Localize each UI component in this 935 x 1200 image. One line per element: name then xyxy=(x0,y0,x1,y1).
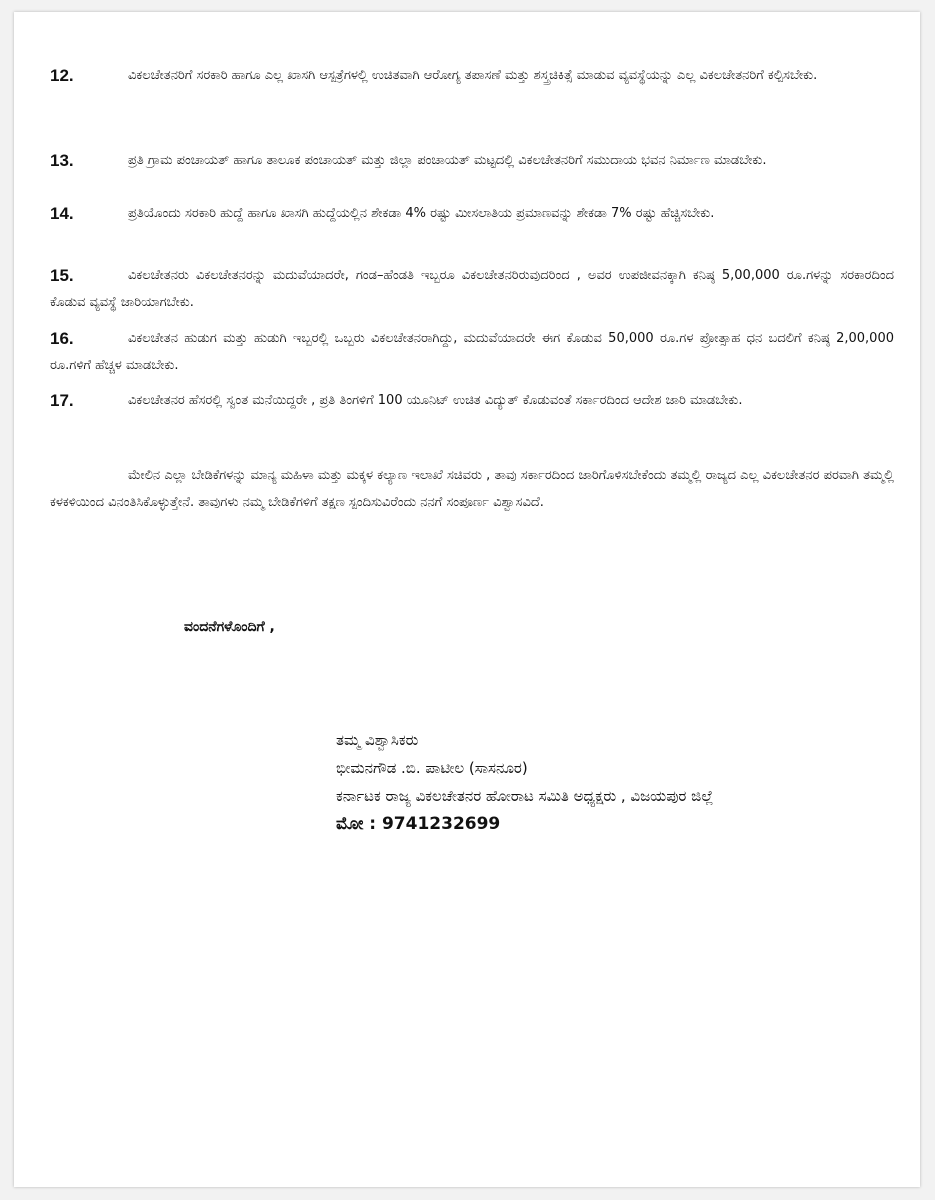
item-text: ವಿಕಲಚೇತನರಿಗೆ ಸರಕಾರಿ ಹಾಗೂ ಎಲ್ಲ ಖಾಸಗಿ ಆಸ್ಪತ್ರೆಗಳಲ್ಲಿ ಉಚಿತವಾಗಿ ಆರೋಗ್ಯ ತಪಾಸಣೆ ಮತ್ತು ಶಸ್ತ್ರಚಿಕಿತ್ಸೆ ಮಾಡುವ ವ್ಯವಸ್ಥೆಯನ್ನು ಎಲ್ಲ ವಿಕಲಚೇತನರಿಗೆ ಕಲ್ಪಿಸಬೇಕು. xyxy=(128,68,818,83)
item-text: ವಿಕಲಚೇತನ ಹುಡುಗ ಮತ್ತು ಹುಡುಗಿ ಇಬ್ಬರಲ್ಲಿ ಒಬ್ಬರು ವಿಕಲಚೇತನರಾಗಿದ್ದು, ಮದುವೆಯಾದರೇ ಈಗ ಕೊಡುವ 50,000 ರೂ.ಗಳ ಪ್ರೋತ್ಸಾಹ ಧನ ಬದಲಿಗೆ ಕನಿಷ್ಠ 2,00,000 ರೂ.ಗಳಿಗೆ ಹೆಚ್ಚಳ ಮಾಡಬೇಕು. xyxy=(50,331,894,373)
list-item xyxy=(50,147,894,174)
signature-block xyxy=(336,726,713,838)
item-text: ವಿಕಲಚೇತನರು ವಿಕಲಚೇತನರನ್ನು ಮದುವೆಯಾದರೇ, ಗಂಡ–ಹೆಂಡತಿ ಇಬ್ಬರೂ ವಿಕಲಚೇತನರಿರುವುದರಿಂದ , ಅವರ ಉಪಜೀವನಕ್ಕಾಗಿ ಕನಿಷ್ಠ 5,00,000 ರೂ.ಗಳನ್ನು ಸರಕಾರದಿಂದ ಕೊಡುವ ವ್ಯವಸ್ಥೆ ಜಾರಿಯಾಗಬೇಕು. xyxy=(50,268,894,310)
signature-salutation: ತಮ್ಮ ವಿಶ್ವಾಸಿಕರು xyxy=(336,731,419,749)
signatory-name: ಭೀಮನಗೌಡ .ಬಿ. ಪಾಟೀಲ (ಸಾಸನೂರ) xyxy=(336,759,528,777)
document-page xyxy=(14,12,920,1187)
phone-number: ಮೋ : 9741232699 xyxy=(336,814,501,834)
item-text: ವಿಕಲಚೇತನರ ಹೆಸರಲ್ಲಿ ಸ್ವಂತ ಮನೆಯಿದ್ದರೇ , ಪ್ರತಿ ತಿಂಗಳಿಗೆ 100 ಯೂನಿಟ್ ಉಚಿತ ವಿದ್ಯುತ್ ಕೊಡುವಂತೆ ಸರ್ಕಾರದಿಂದ ಆದೇಶ ಜಾರಿ ಮಾಡಬೇಕು. xyxy=(128,393,743,408)
closing-salutation: ವಂದನೆಗಳೊಂದಿಗೆ , xyxy=(184,619,275,635)
list-item xyxy=(50,262,894,316)
item-number: 12. xyxy=(50,66,74,85)
request-paragraph: ಮೇಲಿನ ಎಲ್ಲಾ ಬೇಡಿಕೆಗಳನ್ನು ಮಾನ್ಯ ಮಹಿಳಾ ಮತ್ತು ಮಕ್ಕಳ ಕಲ್ಯಾಣ ಇಲಾಖೆ ಸಚಿವರು , ತಾವು ಸರ್ಕಾರದಿಂದ ಜಾರಿಗೊಳಿಸಬೇಕೆಂದು ತಮ್ಮಲ್ಲಿ ರಾಜ್ಯದ ಎಲ್ಲ ವಿಕಲಚೇತನರ ಪರವಾಗಿ ತಮ್ಮಲ್ಲಿ ಕಳಕಳಿಯಿಂದ ವಿನಂತಿಸಿಕೊಳ್ಳುತ್ತೇನೆ. ತಾವುಗಳು ನಮ್ಮ ಬೇಡಿಕೆಗಳಿಗೆ ತಕ್ಷಣ ಸ್ಪಂದಿಸುವಿರೆಂದು ನನಗೆ ಸಂಪೂರ್ಣ ವಿಶ್ವಾಸವಿದೆ. xyxy=(50,468,894,510)
item-number: 17. xyxy=(50,391,74,410)
item-number: 13. xyxy=(50,151,74,170)
item-number: 15. xyxy=(50,266,74,285)
list-item xyxy=(50,200,894,227)
list-item xyxy=(50,325,894,379)
item-number: 16. xyxy=(50,329,74,348)
signatory-designation: ಕರ್ನಾಟಕ ರಾಜ್ಯ ವಿಕಲಚೇತನರ ಹೋರಾಟ ಸಮಿತಿ ಅಧ್ಯಕ್ಷರು , ವಿಜಯಪುರ ಜಿಲ್ಲೆ xyxy=(336,787,714,805)
item-number: 14. xyxy=(50,204,74,223)
item-text: ಪ್ರತಿ ಗ್ರಾಮ ಪಂಚಾಯತ್ ಹಾಗೂ ತಾಲೂಕ ಪಂಚಾಯತ್ ಮತ್ತು ಜಿಲ್ಲಾ ಪಂಚಾಯತ್ ಮಟ್ಟದಲ್ಲಿ ವಿಕಲಚೇತನರಿಗೆ ಸಮುದಾಯ ಭವನ ನಿರ್ಮಾಣ ಮಾಡಬೇಕು. xyxy=(128,153,767,168)
item-text: ಪ್ರತಿಯೊಂದು ಸರಕಾರಿ ಹುದ್ದೆ ಹಾಗೂ ಖಾಸಗಿ ಹುದ್ದೆಯಲ್ಲಿನ ಶೇಕಡಾ 4% ರಷ್ಟು ಮೀಸಲಾತಿಯ ಪ್ರಮಾಣವನ್ನು ಶೇಕಡಾ 7% ರಷ್ಟು ಹೆಚ್ಚಿಸಬೇಕು. xyxy=(128,206,715,221)
list-item xyxy=(50,387,894,414)
list-item xyxy=(50,62,894,89)
